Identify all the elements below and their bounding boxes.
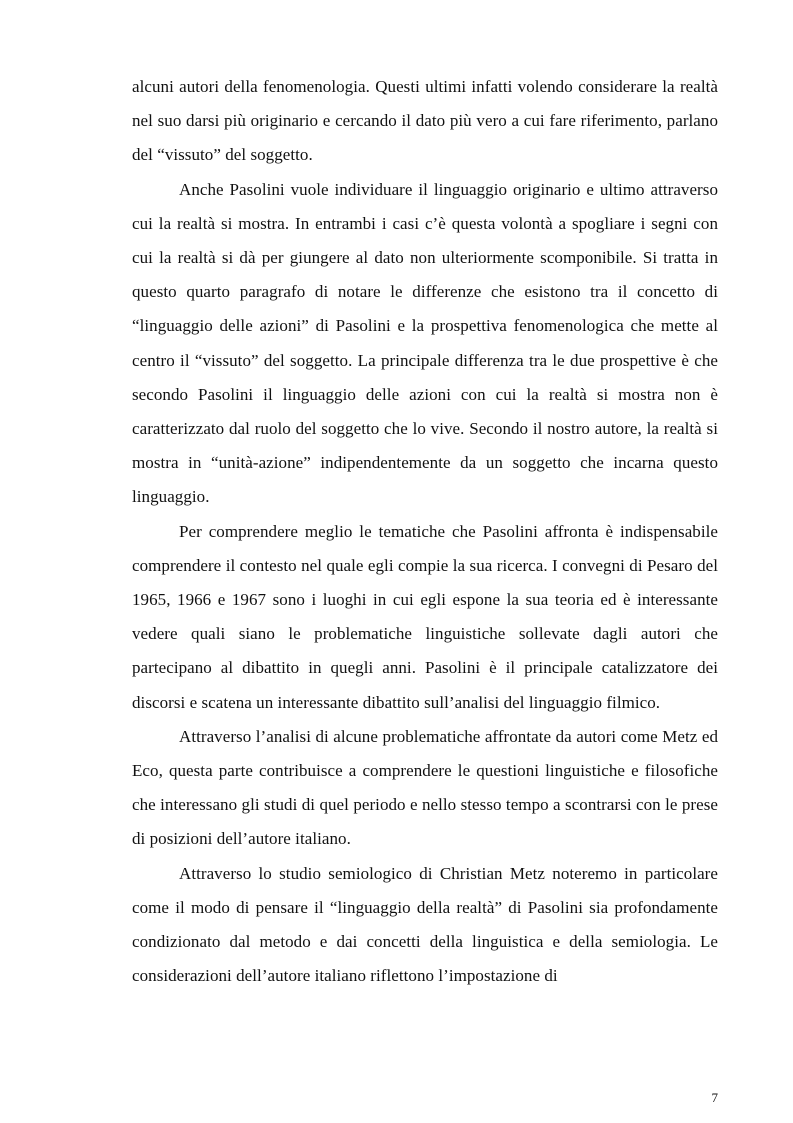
paragraph-4: Attraverso l’analisi di alcune problematiche affrontate da autori come Metz ed Eco, questa parte contribuisce a comprendere le questioni linguistiche e filosofiche che interessano gli studi di quel periodo e nello stesso tempo a scontrarsi con le prese di posizioni dell’autore italiano. [132, 726, 718, 849]
page-number: 7 [711, 1090, 718, 1105]
paragraph-2: Anche Pasolini vuole individuare il linguaggio originario e ultimo attraverso cui la realtà si mostra. In entrambi i casi c’è questa volontà a spogliare i segni con cui la realtà si dà per giungere al dato non ulteriormente scomponibile. Si tratta in questo quarto paragrafo di notare le differenze che esistono tra il concetto di “linguaggio delle azioni” di Pasolini e la prospettiva fenomenologica che mette al centro il “vissuto” del soggetto. La principale differenza tra le due prospettive è che secondo Pasolini il linguaggio delle azioni con cui la realtà si mostra non è caratterizzato dal ruolo del soggetto che lo vive. Secondo il nostro autore, la realtà si mostra in “unità-azione” indipendentemente da un soggetto che incarna questo linguaggio. [132, 179, 718, 507]
page-body [132, 70, 718, 993]
paragraph-1: alcuni autori della fenomenologia. Questi ultimi infatti volendo considerare la realtà nel suo darsi più originario e cercando il dato più vero a cui fare riferimento, parlano del “vissuto” del soggetto. [132, 77, 718, 165]
paragraph-5: Attraverso lo studio semiologico di Christian Metz noteremo in particolare come il modo di pensare il “linguaggio della realtà” di Pasolini sia profondamente condizionato dal metodo e dai concetti della linguistica e della semiologia. Le considerazioni dell’autore italiano riflettono l’impostazione di [132, 863, 718, 986]
paragraph-3: Per comprendere meglio le tematiche che Pasolini affronta è indispensabile comprendere il contesto nel quale egli compie la sua ricerca. I convegni di Pesaro del 1965, 1966 e 1967 sono i luoghi in cui egli espone la sua teoria ed è interessante vedere quali siano le problematiche linguistiche sollevate dagli autori che partecipano al dibattito in quegli anni. Pasolini è il principale catalizzatore dei discorsi e scatena un interessante dibattito sull’analisi del linguaggio filmico. [132, 521, 718, 712]
